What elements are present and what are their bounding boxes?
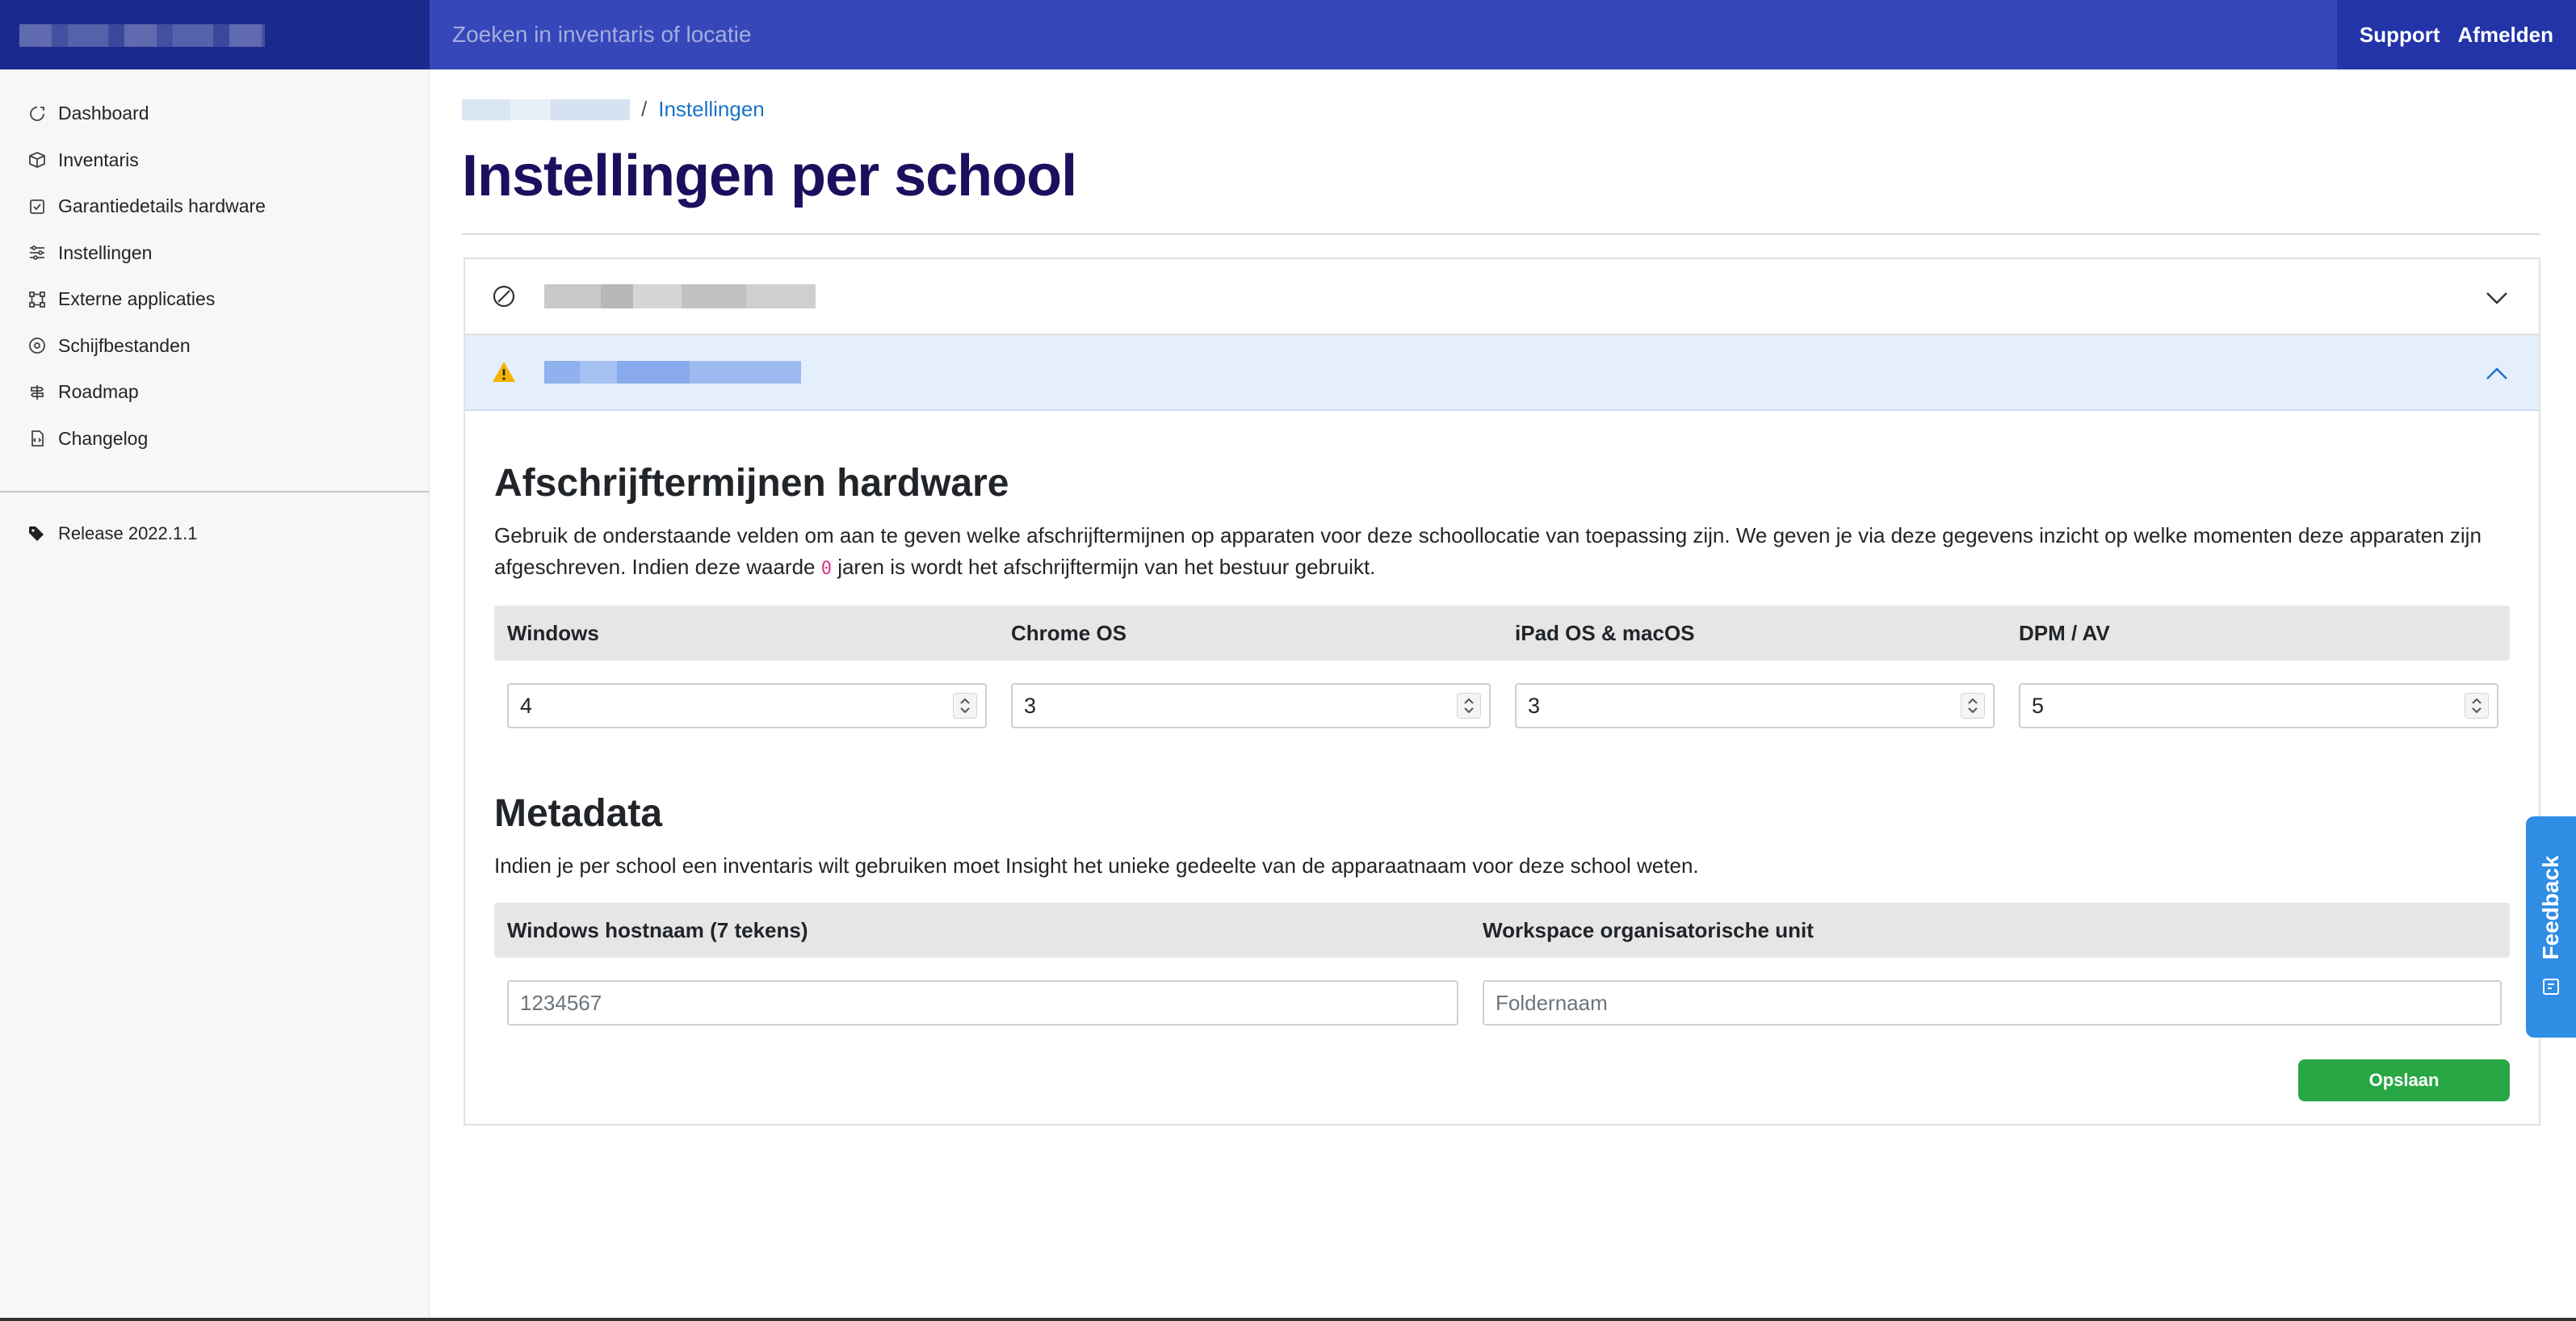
sidebar-item-label: Roadmap (58, 381, 139, 403)
dpm-av-years-value: 5 (2032, 693, 2045, 718)
breadcrumb-separator: / (641, 97, 648, 121)
workspace-unit-input[interactable] (1483, 980, 2502, 1025)
sidebar-item-externe-applicaties[interactable] (0, 276, 429, 323)
stepper-arrows[interactable] (1961, 693, 1985, 719)
support-link[interactable]: Support (2359, 22, 2440, 47)
sidebar-item-schijfbestanden[interactable] (0, 323, 429, 370)
metadata-inputs-row (494, 980, 2510, 1025)
apps-icon (27, 290, 47, 309)
depreciation-description (494, 520, 2513, 585)
chevron-down-icon[interactable] (2482, 283, 2511, 312)
depreciation-desc-code: 0 (820, 559, 832, 579)
ban-icon (491, 283, 517, 309)
up-down-arrows-icon (1961, 694, 1984, 718)
save-button[interactable]: Opslaan (2298, 1059, 2510, 1101)
column-header-dpm-av: DPM / AV (2019, 620, 2110, 645)
sidebar-item-instellingen[interactable] (0, 230, 429, 277)
accordion-header-collapsed[interactable] (465, 259, 2539, 335)
stepper-arrows[interactable] (1457, 693, 1481, 719)
sidebar-divider (0, 491, 429, 493)
sidebar-item-label: Dashboard (58, 103, 149, 124)
chrome-os-years-value: 3 (1024, 693, 1037, 718)
stepper-arrows[interactable] (953, 693, 977, 719)
windows-years-input[interactable] (507, 683, 987, 728)
stepper-arrows[interactable] (2465, 693, 2489, 719)
warranty-icon (27, 197, 47, 216)
main-content (462, 69, 2540, 1126)
depreciation-inputs-row (494, 683, 2510, 728)
brand-logo[interactable] (0, 0, 430, 69)
breadcrumb (462, 97, 2540, 122)
sidebar-item-label: Schijfbestanden (58, 334, 191, 356)
top-bar (0, 0, 2576, 69)
disk-icon (27, 336, 47, 355)
metadata-heading: Metadata (494, 792, 663, 835)
column-header-windows: Windows (507, 620, 599, 645)
feedback-icon (2540, 976, 2561, 997)
window-bottom-edge (0, 1318, 2576, 1321)
logout-link[interactable]: Afmelden (2457, 22, 2553, 47)
redacted-school-name (544, 284, 816, 308)
depreciation-heading: Afschrijftermijnen hardware (494, 462, 1009, 505)
sidebar-item-label: Garantiedetails hardware (58, 195, 266, 217)
sidebar-item-inventaris[interactable] (0, 137, 429, 184)
ipad-macos-years-input[interactable] (1515, 683, 1995, 728)
dpm-av-years-input[interactable] (2019, 683, 2498, 728)
dashboard-icon (27, 104, 47, 124)
sidebar-item-garantiedetails[interactable] (0, 183, 429, 230)
redacted-school-name (544, 361, 801, 384)
up-down-arrows-icon (1458, 694, 1480, 718)
sidebar-item-label: Instellingen (58, 241, 153, 263)
changelog-icon (27, 429, 47, 448)
title-divider (462, 233, 2540, 235)
feedback-tab[interactable] (2526, 816, 2576, 1038)
warning-icon (491, 359, 517, 385)
redacted-logo (19, 24, 265, 47)
ipad-macos-years-value: 3 (1528, 693, 1541, 718)
breadcrumb-current[interactable]: Instellingen (658, 97, 765, 121)
top-right-links (2337, 0, 2576, 69)
breadcrumb-redacted-link[interactable] (462, 99, 630, 120)
feedback-label: Feedback (2538, 855, 2563, 960)
depreciation-desc-part2: jaren is wordt het afschrijftermijn van het bestuur gebruikt. (831, 555, 1376, 579)
column-header-ipad-macos: iPad OS & macOS (1515, 620, 1695, 645)
sliders-icon (27, 243, 47, 262)
form-actions (494, 1059, 2510, 1101)
box-icon (27, 150, 47, 170)
chevron-up-icon[interactable] (2482, 359, 2511, 388)
column-header-hostname: Windows hostnaam (7 tekens) (507, 917, 808, 942)
sidebar-item-roadmap[interactable] (0, 369, 429, 416)
sidebar-nav (0, 69, 429, 462)
metadata-table-header (494, 903, 2510, 958)
chrome-os-years-input[interactable] (1011, 683, 1491, 728)
depreciation-desc-part1: Gebruik de onderstaande velden om aan te geven welke afschrijftermijnen op apparaten voor deze schoollocatie van toepassing zijn. We geven je via deze gegevens inzicht op welke momenten deze apparaten zijn afgeschreven. Indien deze waarde (494, 523, 2482, 579)
signpost-icon (27, 383, 47, 402)
sidebar-item-label: Changelog (58, 427, 149, 449)
accordion-body (465, 411, 2539, 1124)
up-down-arrows-icon (954, 694, 976, 718)
windows-hostname-input[interactable] (507, 980, 1458, 1025)
search-input[interactable] (430, 0, 2337, 69)
column-header-chrome-os: Chrome OS (1011, 620, 1127, 645)
school-accordion (464, 258, 2540, 1126)
column-header-workspace-unit: Workspace organisatorische unit (1483, 917, 1814, 942)
accordion-header-expanded[interactable] (465, 335, 2539, 411)
sidebar (0, 69, 430, 1319)
metadata-description: Indien je per school een inventaris wilt gebruiken moet Insight het unieke gedeelte van de apparaatnaam voor deze school weten. (494, 853, 1699, 878)
sidebar-item-label: Externe applicaties (58, 288, 216, 310)
up-down-arrows-icon (2465, 694, 2488, 718)
release-version (0, 523, 429, 544)
release-label: Release 2022.1.1 (58, 523, 198, 543)
page-title: Instellingen per school (462, 144, 1077, 208)
windows-years-value: 4 (520, 693, 533, 718)
depreciation-table-header (494, 606, 2510, 660)
sidebar-item-label: Inventaris (58, 149, 139, 170)
sidebar-item-changelog[interactable] (0, 416, 429, 463)
sidebar-item-dashboard[interactable] (0, 90, 429, 137)
tags-icon (27, 524, 47, 543)
